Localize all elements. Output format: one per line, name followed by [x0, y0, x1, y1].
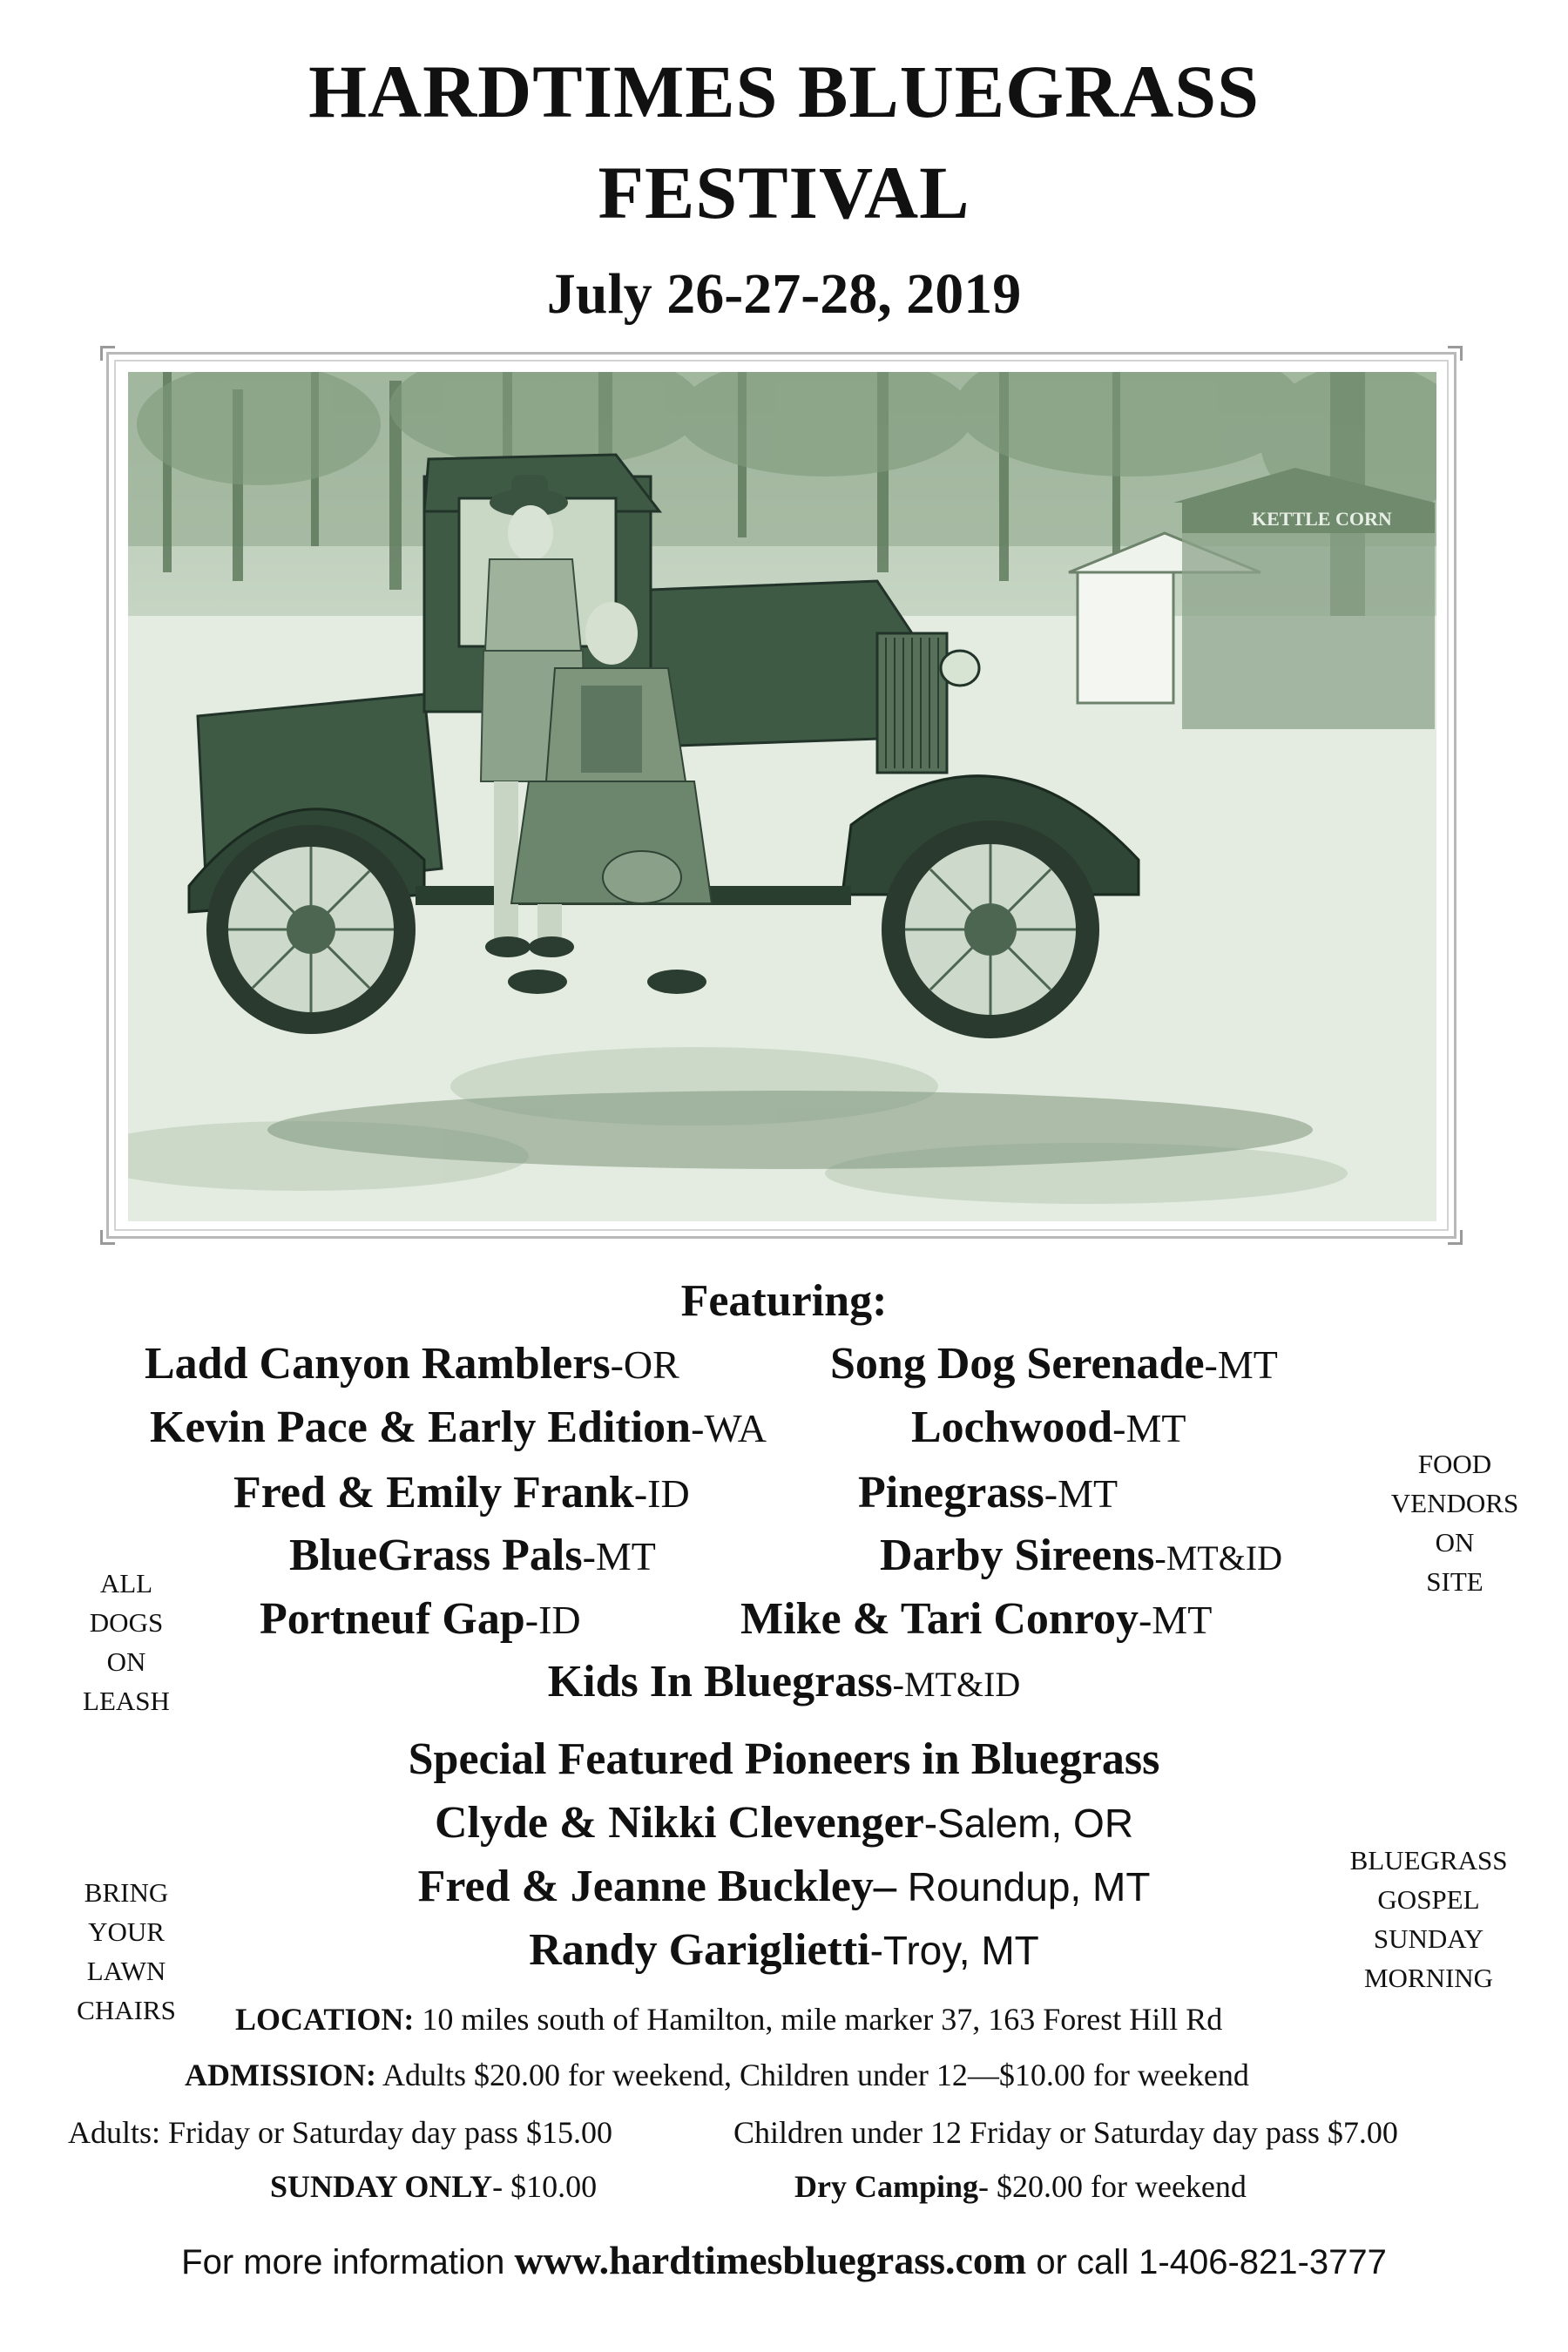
band-name: Darby Sireens: [880, 1531, 1155, 1580]
dry-camping-price: [794, 2171, 1247, 2202]
band-name: Fred & Emily Frank: [233, 1468, 634, 1517]
band-state: -ID: [633, 1471, 690, 1516]
band-name: Lochwood: [911, 1402, 1113, 1452]
festival-title-line2: FESTIVAL: [598, 151, 970, 234]
band-entry: [880, 1533, 1282, 1578]
sunday-label: SUNDAY ONLY: [270, 2169, 493, 2204]
tent-sign-text: KETTLE CORN: [1252, 508, 1392, 530]
photo-frame: [106, 352, 1456, 1239]
child-day-pass: Children under 12 Friday or Saturday day pass $7.00: [733, 2115, 1398, 2150]
band-entry: [145, 1339, 679, 1389]
band-state: -MT: [1044, 1471, 1119, 1516]
band-entry: [740, 1594, 1213, 1644]
admission-text: Adults $20.00 for weekend, Children under 12—$10.00 for weekend: [376, 2058, 1249, 2092]
gospel-sunday-note: BLUEGRASS GOSPEL SUNDAY MORNING: [1349, 1845, 1508, 1993]
website-link[interactable]: www.hardtimesbluegrass.com: [514, 2238, 1027, 2282]
pioneer-place: Roundup, MT: [896, 1864, 1151, 1909]
band-entry: [150, 1402, 767, 1452]
band-state: -MT&ID: [892, 1665, 1021, 1704]
band-name: Portneuf Gap: [260, 1594, 525, 1644]
location-label: LOCATION:: [235, 2002, 415, 2037]
adult-day-pass: Adults: Friday or Saturday day pass $15.00: [68, 2115, 612, 2150]
pioneer-name: Randy Gariglietti: [529, 1925, 870, 1975]
pioneer-name: Fred & Jeanne Buckley–: [417, 1862, 896, 1911]
band-entry: [911, 1402, 1186, 1452]
pioneer-place: -Troy, MT: [869, 1928, 1039, 1973]
band-state: -MT: [1204, 1342, 1278, 1387]
band-entry: [289, 1533, 656, 1578]
pioneer-name: Clyde & Nikki Clevenger: [434, 1798, 924, 1848]
lawn-chairs-note: BRING YOUR LAWN CHAIRS: [77, 1877, 176, 2025]
festival-photo: [128, 372, 1436, 1221]
camping-label: Dry Camping: [794, 2169, 979, 2204]
band-name: Ladd Canyon Ramblers: [145, 1339, 611, 1389]
sunday-text: - $10.00: [492, 2169, 598, 2204]
band-entry: [858, 1470, 1118, 1516]
band-entry: [830, 1339, 1278, 1389]
band-name: Pinegrass: [858, 1468, 1044, 1517]
band-name: Mike & Tari Conroy: [740, 1594, 1139, 1644]
band-state: -ID: [524, 1598, 581, 1642]
band-state: -MT&ID: [1154, 1538, 1283, 1578]
band-entry: [260, 1594, 581, 1644]
band-name: Song Dog Serenade: [830, 1339, 1205, 1389]
band-name: BlueGrass Pals: [289, 1531, 583, 1580]
phone-number: or call 1-406-821-3777: [1026, 2243, 1387, 2281]
band-state: -WA: [691, 1406, 767, 1450]
band-entry: [0, 1659, 1568, 1705]
vintage-truck-photo-illustration: [128, 372, 1436, 1221]
band-entry: [233, 1470, 690, 1516]
pioneers-heading: Special Featured Pioneers in Bluegrass: [408, 1734, 1160, 1784]
band-name: Kevin Pace & Early Edition: [150, 1402, 692, 1452]
featuring-heading: Featuring:: [680, 1276, 888, 1326]
food-vendors-note: FOOD VENDORS ON SITE: [1390, 1449, 1519, 1597]
location-text: 10 miles south of Hamilton, mile marker 37, 163 Forest Hill Rd: [414, 2002, 1223, 2037]
festival-dates: July 26-27-28, 2019: [546, 262, 1022, 326]
band-state: -MT: [582, 1534, 656, 1578]
dogs-on-leash-note: ALL DOGS ON LEASH: [83, 1568, 170, 1716]
band-name: Kids In Bluegrass: [547, 1657, 893, 1707]
band-state: -MT: [1112, 1406, 1186, 1450]
band-state: -OR: [610, 1342, 679, 1387]
admission-label: ADMISSION:: [185, 2058, 377, 2092]
more-info-text: For more information: [181, 2243, 515, 2281]
camping-text: - $20.00 for weekend: [978, 2169, 1247, 2204]
location-info: [235, 2004, 1222, 2035]
pioneer-place: -Salem, OR: [923, 1801, 1134, 1846]
pioneer-entry: [0, 1798, 1568, 1848]
footer-contact: [0, 2240, 1568, 2281]
sunday-only-price: [270, 2171, 597, 2202]
admission-info: [185, 2059, 1249, 2091]
band-state: -MT: [1138, 1598, 1213, 1642]
festival-title-line1: HARDTIMES BLUEGRASS: [308, 50, 1260, 133]
